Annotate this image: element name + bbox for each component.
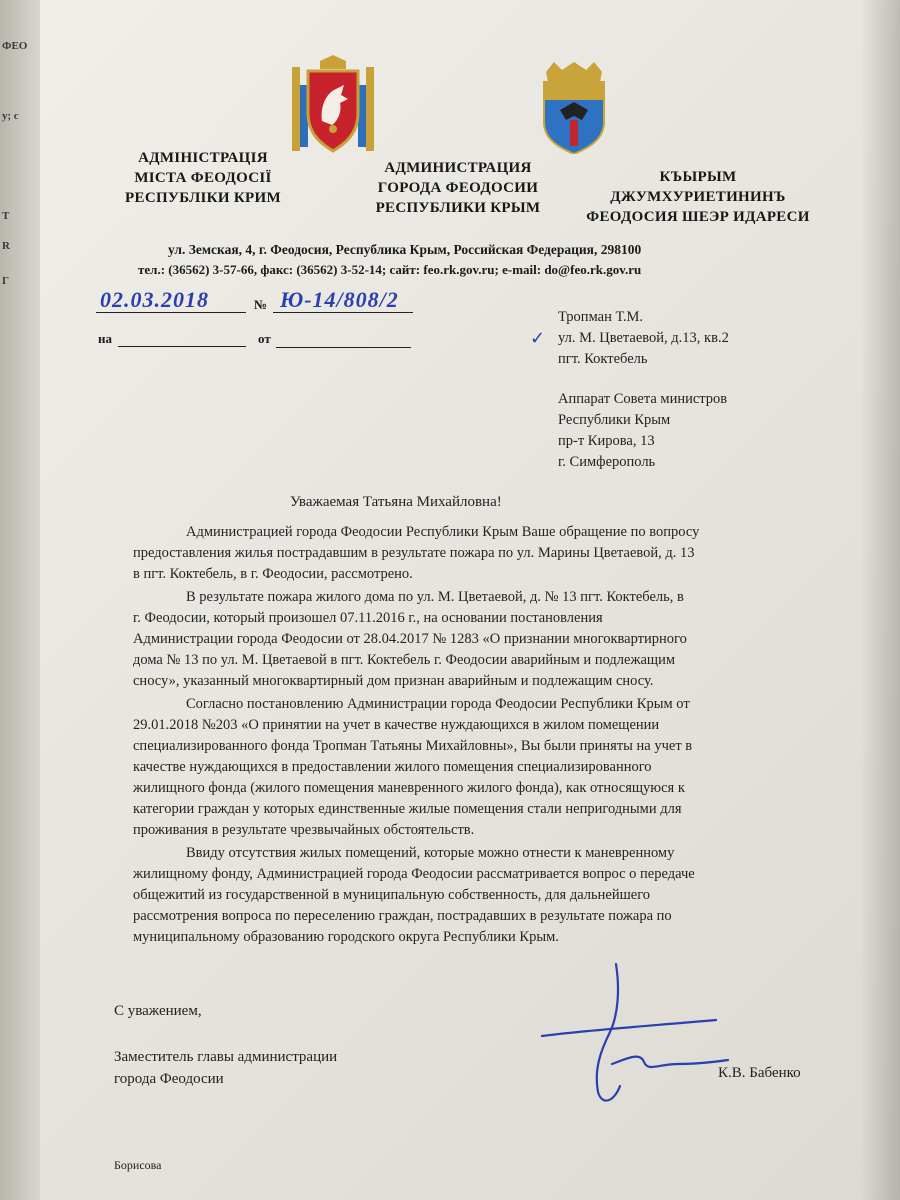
org-line: МІСТА ФЕОДОСІЇ [134, 170, 272, 186]
body-line: рассмотрения вопроса по переселению граждан, пострадавших в результате пожара по [133, 908, 672, 924]
closing-regards: С уважением, [114, 1003, 202, 1019]
reply-to-label: на [98, 331, 112, 346]
recipient-block-primary [558, 307, 729, 370]
reply-to-line [118, 346, 246, 347]
feodosia-coat-of-arms-icon [538, 62, 610, 154]
recipient-block-secondary [558, 389, 727, 473]
org-line: КЪЫРЫМ [659, 169, 737, 185]
body-line: Ввиду отсутствия жилых помещений, которые можно отнести к маневренному [186, 845, 675, 861]
address-line: ул. Земская, 4, г. Феодосия, Республика Крым, Российская Федерация, 298100 [168, 242, 642, 257]
org-line: РЕСПУБЛИКИ КРЫМ [375, 200, 541, 216]
body-line: Администрации города Феодосии от 28.04.2017 № 1283 «О признании многоквартирного [133, 631, 687, 647]
executor-name: Борисова [114, 1158, 162, 1172]
under-sheet-text: ФЕО [2, 40, 28, 52]
recipient-line: пр-т Кирова, 13 [558, 433, 655, 449]
body-line: в пгт. Коктебель, в г. Феодосии, рассмотрено. [133, 566, 413, 582]
reply-from-label: от [258, 331, 271, 346]
recipient-line: ул. М. Цветаевой, д.13, кв.2 [558, 330, 729, 346]
number-underline [273, 312, 413, 313]
handwritten-signature [528, 960, 748, 1110]
under-sheet-text: Т [2, 210, 10, 222]
recipient-line: Аппарат Совета министров [558, 391, 728, 407]
body-line: сносу», указанный многоквартирный дом признан аварийным и подлежащим сносу. [133, 673, 654, 689]
org-name-russian [348, 158, 568, 218]
body-line: общежитий из государственной в муниципальную собственность, для дальнейшего [133, 887, 651, 903]
signatory-position [114, 1046, 337, 1090]
position-line: Заместитель главы администрации [114, 1049, 338, 1065]
outgoing-number-handwritten: Ю-14/808/2 [280, 287, 399, 312]
under-sheet-text: R [2, 240, 10, 252]
body-line: категории граждан у которых единственные жилые помещения стали непригодными для [133, 801, 682, 817]
outgoing-date-handwritten: 02.03.2018 [100, 287, 209, 312]
contacts-line: тел.: (36562) 3-57-66, факс: (36562) 3-52-14; сайт: feo.rk.gov.ru; e-mail: do@feo.rk.gov.ru [138, 262, 642, 277]
org-line: АДМИНИСТРАЦИЯ [384, 160, 532, 176]
position-line: города Феодосии [114, 1071, 224, 1087]
crimea-coat-of-arms-icon [288, 55, 378, 155]
org-line: ГОРОДА ФЕОДОСИИ [377, 180, 539, 196]
reply-from-line [276, 347, 411, 348]
org-line: АДМІНІСТРАЦІЯ [138, 150, 268, 166]
org-name-crimean-tatar [578, 167, 818, 227]
date-underline [96, 312, 246, 313]
recipient-line: Республики Крым [558, 412, 671, 428]
salutation: Уважаемая Татьяна Михайловна! [290, 494, 502, 510]
org-line: РЕСПУБЛІКИ КРИМ [125, 190, 281, 206]
body-line: дома № 13 по ул. М. Цветаевой в пгт. Коктебель г. Феодосии аварийным и подлежащим [133, 652, 676, 668]
org-line: ДЖУМХУРИЕТИНИНЪ [610, 189, 786, 205]
body-line: проживания в результате чрезвычайных обстоятельств. [133, 822, 475, 838]
letter-sheet [18, 10, 880, 1200]
under-sheet-text: у; с [2, 110, 19, 122]
recipient-line: г. Симферополь [558, 454, 656, 470]
body-line: жилищному фонду, Администрацией города Феодосии рассматривается вопрос о передаче [133, 866, 695, 882]
body-line: жилищного фонда (жилого помещения маневренного жилого фонда), как относящуюся к [133, 780, 685, 796]
body-line: Администрацией города Феодосии Республики Крым Ваше обращение по вопросу [186, 524, 700, 540]
body-line: предоставления жилья пострадавшим в результате пожара по ул. Марины Цветаевой, д. 13 [133, 545, 695, 561]
checkmark-icon: ✓ [530, 328, 546, 349]
under-sheet-text: Г [2, 275, 9, 287]
body-line: г. Феодосии, который произошел 07.11.2016 г., на основании постановления [133, 610, 603, 626]
body-line: Согласно постановлению Администрации города Феодосии Республики Крым от [186, 696, 690, 712]
number-label: № [254, 297, 268, 312]
recipient-line: Тропман Т.М. [558, 309, 644, 325]
signatory-name: К.В. Бабенко [718, 1065, 801, 1081]
body-line: 29.01.2018 №203 «О принятии на учет в качестве нуждающихся в жилом помещении [133, 717, 660, 733]
body-line: В результате пожара жилого дома по ул. М. Цветаевой, д. № 13 пгт. Коктебель, в [186, 589, 684, 605]
body-line: специализированного фонда Тропман Татьяны Михайловны», Вы были приняты на учет в [133, 738, 693, 754]
body-line: качестве нуждающихся в предоставлении жилого помещения специализированного [133, 759, 652, 775]
body-line: муниципальному образованию городского округа Республики Крым. [133, 929, 559, 945]
recipient-line: пгт. Коктебель [558, 351, 648, 367]
org-line: ФЕОДОСИЯ ШЕЭР ИДАРЕСИ [586, 209, 810, 225]
org-name-ukrainian [78, 148, 328, 208]
